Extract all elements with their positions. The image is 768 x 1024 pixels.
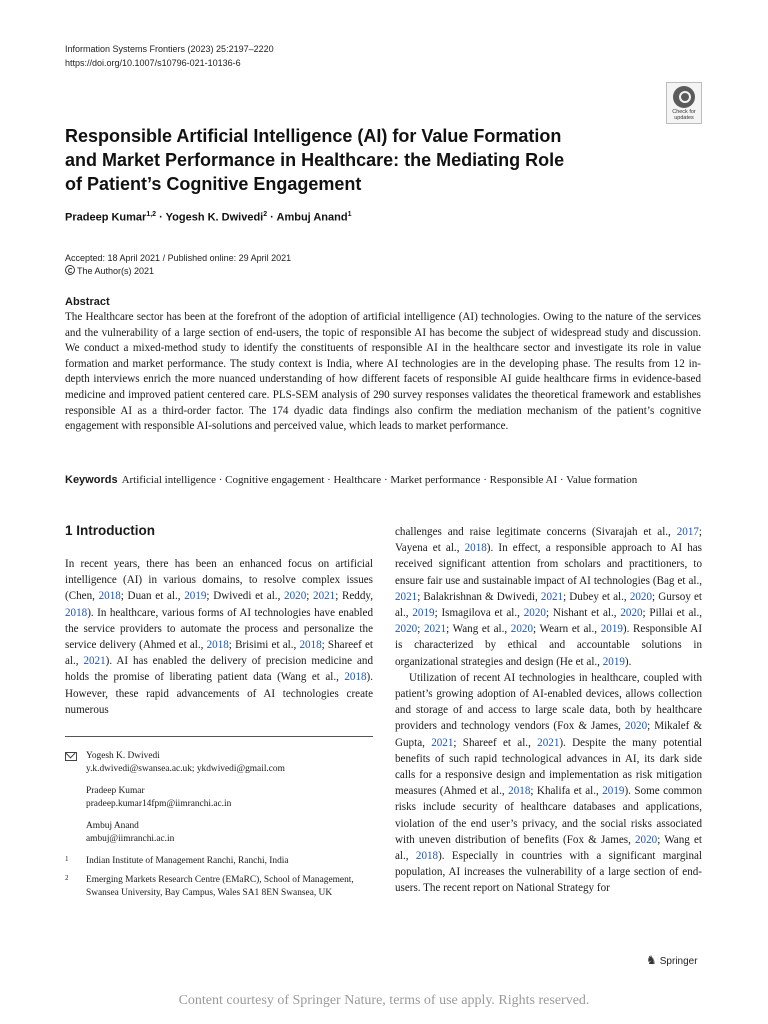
section-heading-introduction: 1 Introduction [65,523,155,538]
publisher-name: Springer [659,956,698,967]
author-separator: · [267,211,277,224]
body-text: ; [417,623,424,636]
body-text: ; Reddy, [335,590,373,603]
body-text: challenges and raise legitimate concerns (Sivarajah et al., [395,526,677,538]
body-text: ). [624,655,632,668]
body-text: In recent years, there has been an enhanced focus on artificial intelligence (AI) in various domains, to resolve complex issues (Chen, [65,558,373,603]
author-contacts [65,750,373,900]
crossmark-icon [673,86,695,108]
body-text: ; Shareef et al., [453,736,538,749]
body-text: ). In effect, a responsible approach to AI has received significant attention from scholars and practitioners, to ensure fair use and sustainable impact of AI technologies (Bag et al., [395,542,702,587]
contact-name: Pradeep Kumar [86,786,145,796]
body-text: ; Mikalef & Gupta, [395,720,702,749]
affiliation [65,855,373,868]
keywords-list: Artificial intelligence · Cognitive engagement · Healthcare · Market performance · Responsible AI · Value formation [121,474,638,486]
author-name[interactable]: Pradeep Kumar [65,211,147,224]
right-column [395,524,702,897]
body-text: ; Nishant et al., [545,607,621,620]
citation-link[interactable]: 2019 [602,655,625,668]
citation-link[interactable]: 2018 [344,671,367,684]
citation-link[interactable]: 2019 [602,785,625,798]
citation-link[interactable]: 2021 [537,736,560,749]
citation-link[interactable]: 2020 [635,833,658,846]
citation-link[interactable]: 2020 [284,590,307,603]
publication-dates [65,252,291,278]
contact-email[interactable]: ambuj@iimranchi.ac.in [86,834,175,844]
citation-link[interactable]: 2020 [620,607,643,620]
envelope-icon [65,752,77,761]
copyright-icon [65,265,75,275]
body-text: ; [306,590,314,603]
body-text: ). In healthcare, various forms of AI technologies have enabled the service providers to automate the process and personalize the service delivery (Ahmed et al., [65,606,373,652]
author-list [65,211,352,224]
citation-link[interactable]: 2020 [395,623,418,636]
contact-email[interactable]: y.k.dwivedi@swansea.ac.uk; ykdwivedi@gmail.com [86,764,285,774]
citation-link[interactable]: 2019 [184,590,207,603]
citation-link[interactable]: 2018 [299,639,322,652]
affiliation-number: 2 [65,874,69,882]
body-text: ; Brisimi et al., [228,639,300,652]
citation-link[interactable]: 2018 [508,785,531,798]
body-text: ). Some common risks include security of healthcare databases and applications, violation of the end user’s privacy, and the social risks associated with uneven distribution of benefits (Fox & James, [395,785,702,846]
journal-info [65,42,274,70]
author-affiliation-marker: 2 [263,211,268,218]
abstract-text: The Healthcare sector has been at the forefront of the adoption of artificial intelligence (AI) technologies. Owing to the nature of the services and the vulnerability of a large section of end-users, the topic of responsible AI has become the subject of widespread study and discussion. We conduct a mixed-method study to identify the constituents of responsible AI in the healthcare sector and investigate its role in value formation and market performance. The study context is India, where AI technologies are in the developing phase. The results from 12 in-depth interviews enrich the more nuanced understanding of how different facets of responsible AI guide healthcare firms in evidence-based medicine and improved patient centered care. PLS-SEM analysis of 290 survey responses validates the theoretical framework and establishes responsible AI as a third-order factor. The 174 dyadic data findings also confirm the mediation mechanism of the patient’s cognitive engagement with responsible AI-solutions and perceived value, which leads to market performance. [65,311,701,433]
body-text: ). Especially in countries with a significant marginal population, AI increases the vulnerability of a large section of end-users. The recent report on National Strategy for [395,850,703,895]
body-text: ; Pillai et al., [642,607,703,620]
author-separator: · [156,211,166,224]
doi-link[interactable]: https://doi.org/10.1007/s10796-021-10136-6 [65,58,241,68]
footnote-divider [65,736,373,737]
citation-link[interactable]: 2021 [431,736,454,749]
body-text: Utilization of recent AI technologies in healthcare, coupled with patient’s growing adoption of AI-enabled devices, allows collection and storage of and access to large scale data, both by healthcare providers and technology vendors (Fox & James, [395,671,702,733]
affiliation [65,874,373,900]
paper-title: Responsible Artificial Intelligence (AI) for Value Formation and Market Performance in Healthcare: the Mediating Role of Patient’s Cognitive Engagement [65,126,565,194]
body-text: ). Responsible AI is characterized by ethical and accountable solutions in organizational strategies and design (He et al., [395,623,703,668]
springer-horse-icon: ♞ [646,953,657,967]
body-text: ; Khalifa et al., [530,785,603,798]
body-text: ). AI has enabled the delivery of precision medicine and holds the promise of liberating patient data (Wang et al., [65,655,373,684]
intro-paragraph-1 [65,556,373,718]
copyright-text: The Author(s) 2021 [77,266,155,276]
courtesy-notice: Content courtesy of Springer Nature, terms of use apply. Rights reserved. [178,993,590,1008]
badge-text: Check for updates [672,109,696,121]
affiliation-number: 1 [65,855,69,863]
body-text: ; Duan et al., [120,590,185,603]
contact-name: Ambuj Anand [86,821,139,831]
citation-link[interactable]: 2021 [313,590,336,603]
contact-entry [65,820,373,846]
contact-entry [65,750,373,776]
body-text: ; Ismagilova et al., [434,607,524,620]
body-text: ; Shareef et al., [65,639,373,668]
body-text: ; Dwivedi et al., [206,590,285,603]
body-text: ; Balakrishnan & Dwivedi, [417,590,541,603]
citation-link[interactable]: 2019 [412,607,435,620]
body-text: ; Gursoy et al., [395,590,702,620]
author-affiliation-marker: 1 [347,211,352,218]
intro-paragraph-2 [395,670,702,897]
body-text: ; Wearn et al., [532,623,601,636]
affiliation-text: Emerging Markets Research Centre (EMaRC), School of Management, Swansea University, Bay Campus, Wales SA1 8EN Swansea, UK [86,875,354,898]
journal-citation: Information Systems Frontiers (2023) 25:2197–2220 [65,44,274,54]
keywords [65,474,705,486]
author-affiliation-marker: 1,2 [146,211,157,218]
author-name[interactable]: Ambuj Anand [276,211,348,224]
body-text: ; Vayena et al., [395,526,702,555]
citation-link[interactable]: 2020 [510,623,533,636]
citation-link[interactable]: 2021 [540,590,564,603]
intro-paragraph-continued [395,524,702,670]
springer-logo [646,953,698,967]
accepted-published-dates: Accepted: 18 April 2021 / Published online: 29 April 2021 [65,253,292,263]
body-text: ). Despite the many potential benefits of such rapid technological advances in AI, its dark side calls for a responsive design and implementation as risk mitigation measures (Ahmed et al., [395,736,702,798]
contact-name: Yogesh K. Dwivedi [86,751,160,761]
citation-link[interactable]: 2020 [624,720,648,733]
citation-link[interactable]: 2020 [629,590,652,603]
citation-link[interactable]: 2021 [423,623,447,636]
check-for-updates-badge[interactable] [666,82,702,124]
body-text: ; Wang et al., [395,833,702,863]
author-name[interactable]: Yogesh K. Dwivedi [165,211,264,224]
citation-link[interactable]: 2018 [415,850,439,863]
citation-link[interactable]: 2019 [600,623,623,636]
body-text: ). However, these rapid advancements of AI technologies create numerous [65,671,373,716]
citation-link[interactable]: 2020 [523,607,546,620]
contact-entry [65,785,373,811]
abstract-heading: Abstract [65,296,110,308]
body-text: ; Dubey et al., [563,590,630,603]
citation-link[interactable]: 2021 [83,655,106,668]
keywords-label: Keywords [65,474,118,486]
citation-link[interactable]: 2018 [65,606,88,619]
citation-link[interactable]: 2017 [676,526,699,538]
contact-email[interactable]: pradeep.kumar14fpm@iimranchi.ac.in [86,799,232,809]
affiliation-text: Indian Institute of Management Ranchi, Ranchi, India [86,856,289,866]
body-text: ; Wang et al., [446,623,511,636]
citation-link[interactable]: 2018 [464,542,487,555]
citation-link[interactable]: 2018 [206,639,229,652]
citation-link[interactable]: 2021 [395,590,418,603]
citation-link[interactable]: 2018 [98,590,121,603]
